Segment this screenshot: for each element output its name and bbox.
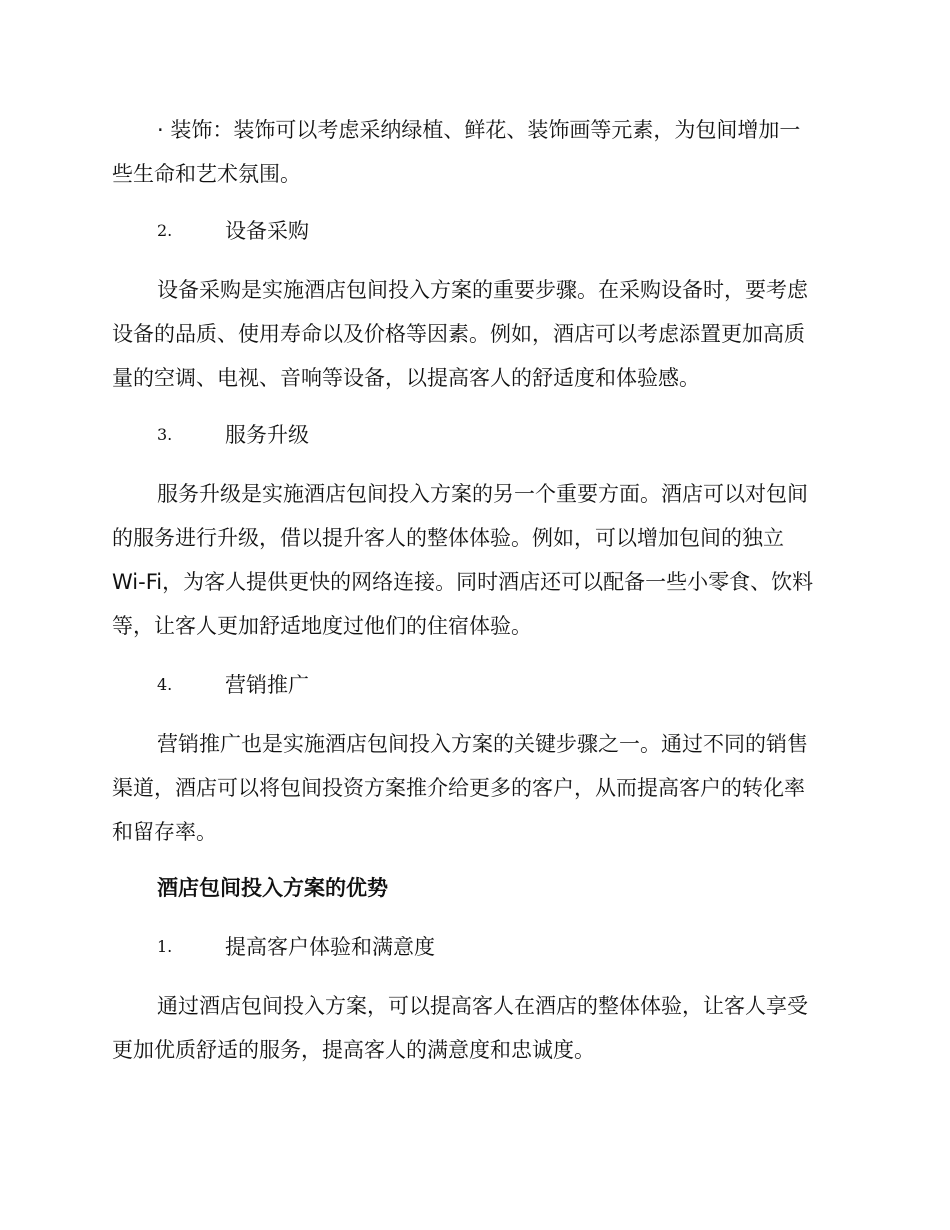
paragraph-line: Wi-Fi，为客人提供更快的网络连接。同时酒店还可以配备一些小零食、饮料	[112, 570, 814, 594]
paragraph-line: 服务升级是实施酒店包间投入方案的另一个重要方面。酒店可以对包间	[157, 482, 808, 506]
paragraph-line: 营销推广也是实施酒店包间投入方案的关键步骤之一。通过不同的销售	[157, 732, 808, 756]
decoration-paragraph-line-1: · 装饰：装饰可以考虑采纳绿植、鲜花、装饰画等元素，为包间增加一	[157, 118, 801, 142]
paragraph-line: 和留存率。	[112, 820, 217, 844]
paragraph-line: 设备采购是实施酒店包间投入方案的重要步骤。在采购设备时，要考虑	[157, 278, 808, 302]
section-heading-advantages: 酒店包间投入方案的优势	[157, 876, 388, 900]
section-title-service: 服务升级	[225, 423, 309, 447]
paragraph-line: 的服务进行升级，借以提升客人的整体体验。例如，可以增加包间的独立	[112, 526, 784, 550]
list-number: 3.	[157, 425, 173, 444]
paragraph-line: 更加优质舒适的服务，提高客人的满意度和忠诚度。	[112, 1038, 595, 1062]
section-title-equipment: 设备采购	[225, 219, 309, 243]
list-number: 1.	[157, 937, 173, 956]
paragraph-line: 渠道，酒店可以将包间投资方案推介给更多的客户，从而提高客户的转化率	[112, 776, 805, 800]
paragraph-line: 等，让客人更加舒适地度过他们的住宿体验。	[112, 614, 532, 638]
list-number: 2.	[157, 221, 173, 240]
section-title-marketing: 营销推广	[225, 673, 309, 697]
paragraph-line: 设备的品质、使用寿命以及价格等因素。例如，酒店可以考虑添置更加高质	[112, 322, 805, 346]
decoration-paragraph-line-2: 些生命和艺术氛围。	[112, 162, 301, 186]
paragraph-line: 量的空调、电视、音响等设备，以提高客人的舒适度和体验感。	[112, 366, 700, 390]
section-title-experience: 提高客户体验和满意度	[225, 935, 435, 959]
list-number: 4.	[157, 675, 173, 694]
paragraph-line: 通过酒店包间投入方案，可以提高客人在酒店的整体体验，让客人享受	[157, 994, 808, 1018]
